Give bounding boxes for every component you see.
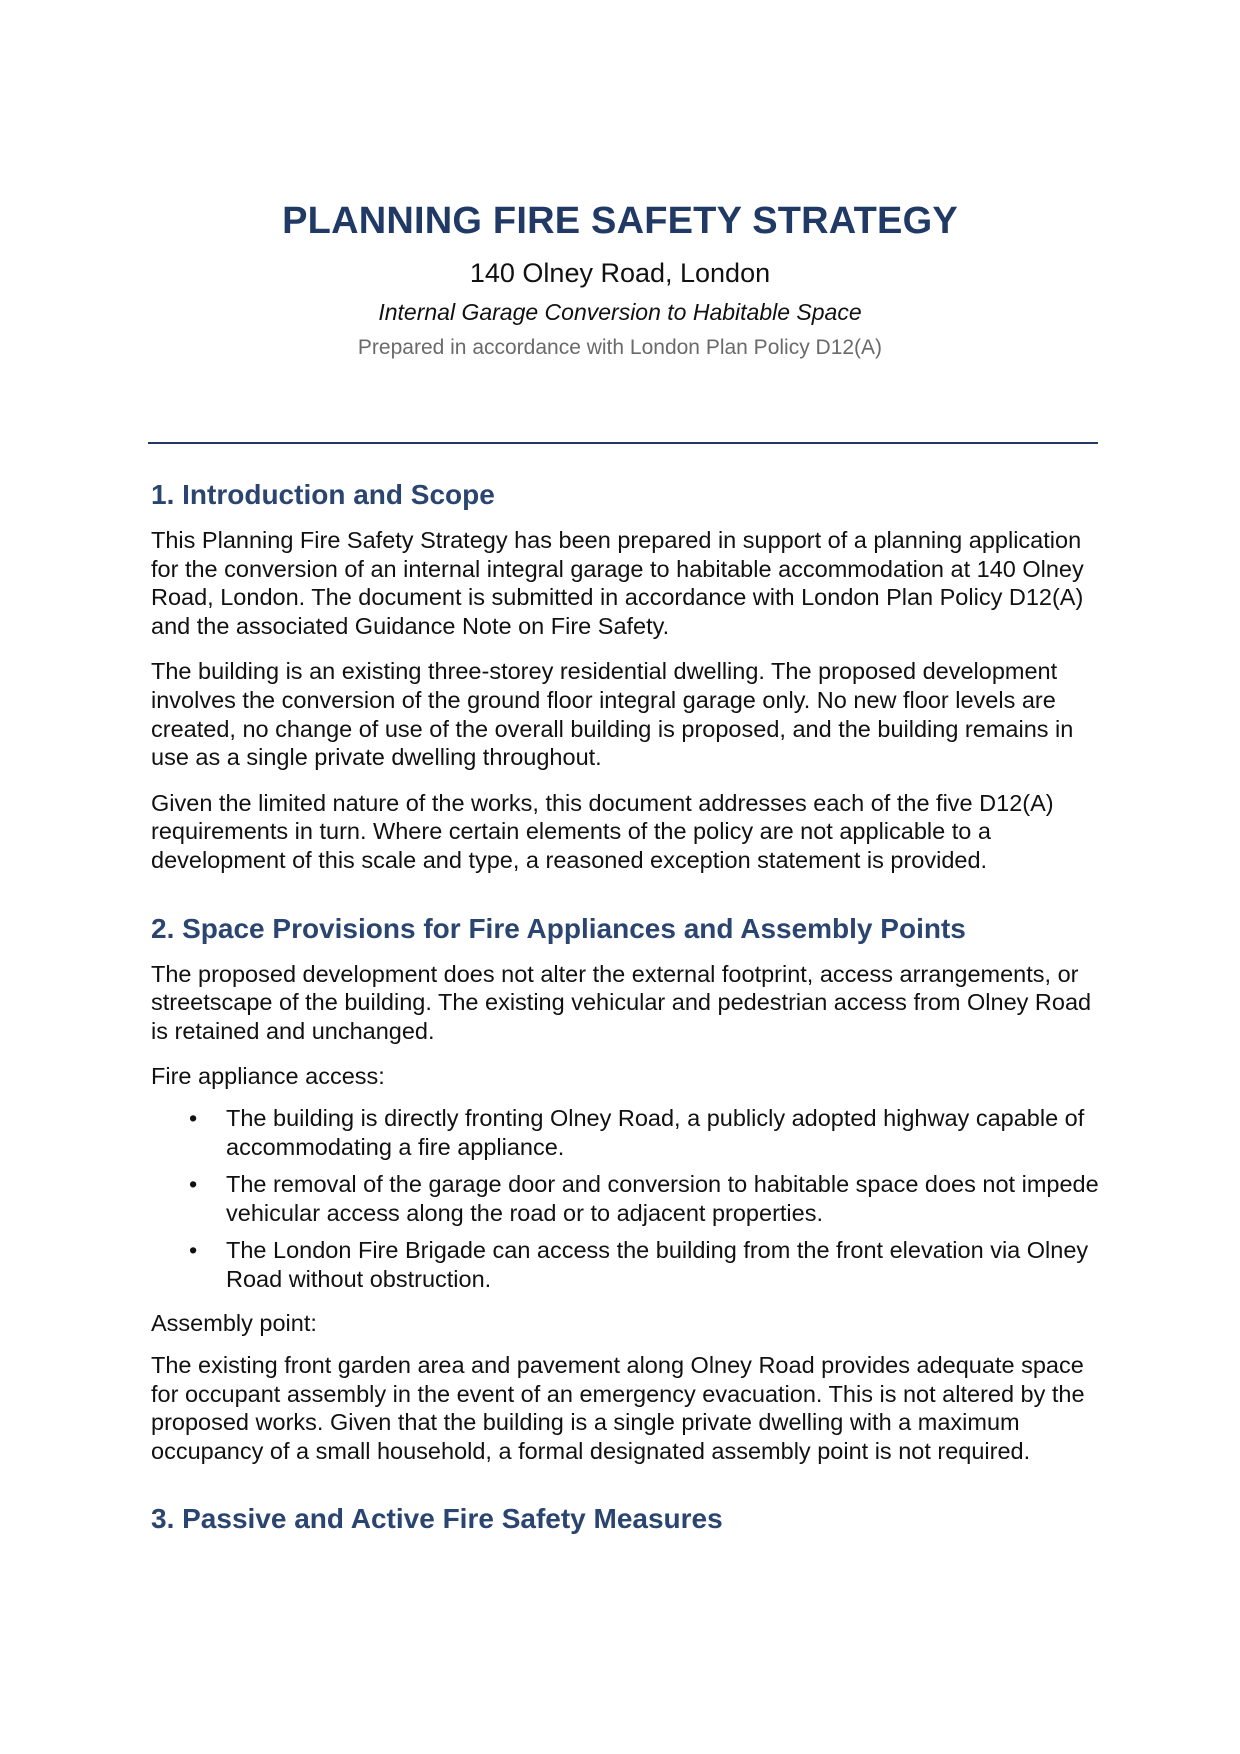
section-heading: 3. Passive and Active Fire Safety Measures bbox=[151, 1503, 723, 1535]
document-subtitle: Internal Garage Conversion to Habitable Space bbox=[378, 299, 862, 325]
section-introduction bbox=[151, 478, 1101, 875]
list-item-text: The building is directly fronting Olney Road, a publicly adopted highway capable of accommodating a fire appliance. bbox=[226, 1104, 1085, 1160]
paragraph: This Planning Fire Safety Strategy has been prepared in support of a planning application for the conversion of an internal integral garage to habitable accommodation at 140 Olney Road, London. The document is submitted in accordance with London Plan Policy D12(A) and the associated Guidance Note on Fire Safety. bbox=[151, 527, 1084, 639]
list-item bbox=[151, 1104, 1101, 1161]
paragraph: The proposed development does not alter the external footprint, access arrangements, or streetscape of the building. The existing vehicular and pedestrian access from Olney Road is retained and unchanged. bbox=[151, 960, 1092, 1044]
assembly-point-label: Assembly point: bbox=[151, 1310, 317, 1337]
fire-appliance-access-label: Fire appliance access: bbox=[151, 1063, 385, 1090]
list-item bbox=[151, 1170, 1101, 1227]
list-item bbox=[151, 1236, 1101, 1293]
document-title: PLANNING FIRE SAFETY STRATEGY bbox=[282, 200, 958, 242]
fire-appliance-access-list bbox=[151, 1104, 1101, 1294]
section-spacer bbox=[151, 892, 1101, 912]
section-heading: 1. Introduction and Scope bbox=[151, 479, 495, 510]
bullet-icon: • bbox=[189, 1237, 198, 1264]
policy-note: Prepared in accordance with London Plan Policy D12(A) bbox=[357, 336, 883, 359]
paragraph: The existing front garden area and pavement along Olney Road provides adequate space for occupant assembly in the event of an emergency evacuation. This is not altered by the proposed works. Given that the building is a single private dwelling with a maximum occupancy of a small household, a formal designated assembly point is not required. bbox=[151, 1352, 1085, 1464]
paragraph: The building is an existing three-storey residential dwelling. The proposed development involves the conversion of the ground floor integral garage only. No new floor levels are created, no change of use of the overall building is proposed, and the building remains in use as a single private dwelling throughout. bbox=[151, 658, 1074, 771]
section-fire-safety-measures bbox=[151, 1502, 1101, 1536]
section-spacer bbox=[151, 1482, 1101, 1502]
bullet-icon: • bbox=[189, 1104, 198, 1131]
section-space-provisions bbox=[151, 912, 1101, 1466]
bullet-icon: • bbox=[189, 1171, 198, 1198]
list-item-text: The London Fire Brigade can access the building from the front elevation via Olney Road without obstruction. bbox=[226, 1237, 1089, 1292]
site-address: 140 Olney Road, London bbox=[469, 258, 771, 288]
section-heading: 2. Space Provisions for Fire Appliances and Assembly Points bbox=[151, 912, 966, 944]
document-body bbox=[151, 478, 1101, 1550]
header-divider bbox=[148, 442, 1098, 444]
paragraph: Given the limited nature of the works, this document addresses each of the five D12(A) requirements in turn. Where certain elements of the policy are not applicable to a development of this scale and type, a reasoned exception statement is provided. bbox=[151, 789, 1054, 873]
list-item-text: The removal of the garage door and conversion to habitable space does not impede vehicular access along the road or to adjacent properties. bbox=[226, 1171, 1099, 1226]
